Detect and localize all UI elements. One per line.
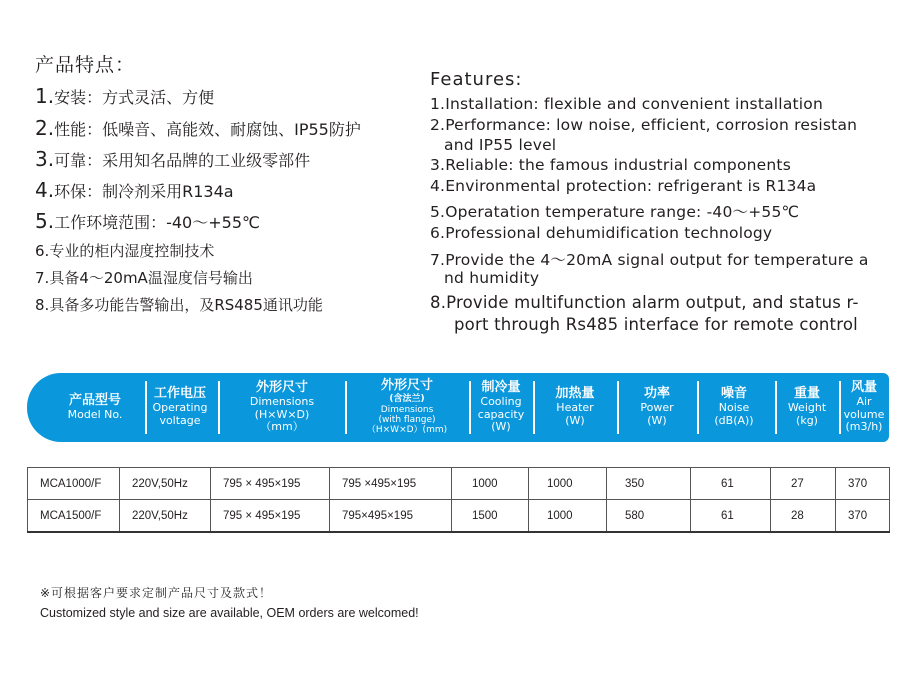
cell-voltage: 220V,50Hz	[120, 500, 211, 533]
cell-dimensions-flange: 795×495×195	[330, 500, 452, 533]
cell-power: 580	[607, 500, 691, 533]
header-cooling: 制冷量 Cooling capacity (W)	[477, 380, 525, 434]
feature-cn-8: 8.具备多功能告警输出，及RS485通讯功能	[35, 296, 323, 314]
feature-en-7-cont: nd humidity	[444, 269, 540, 287]
header-model: 产品型号 Model No.	[67, 392, 123, 421]
feature-cn-2: 2.性能：低噪音、高能效、耐腐蚀、IP55防护	[35, 116, 361, 140]
feature-en-8: 8.Provide multifunction alarm output, and status r-	[430, 293, 859, 312]
feature-en-8-cont: port through Rs485 interface for remote control	[454, 315, 858, 334]
cell-weight: 27	[771, 468, 836, 500]
spec-table	[27, 467, 890, 533]
cell-weight: 28	[771, 500, 836, 533]
cell-heater: 1000	[529, 468, 607, 500]
table-header-band	[27, 373, 889, 442]
cell-cooling: 1000	[452, 468, 529, 500]
feature-en-2-cont: and IP55 level	[444, 136, 557, 154]
feature-cn-7: 7.具备4～20mA温湿度信号输出	[35, 269, 253, 287]
feature-en-1: 1.Installation: flexible and convenient installation	[430, 95, 824, 113]
customization-note-cn: ※可根据客户要求定制产品尺寸及款式！	[40, 586, 273, 600]
feature-cn-1: 1.安装：方式灵活、方便	[35, 84, 215, 108]
cell-noise: 61	[691, 468, 771, 500]
table-row	[28, 468, 890, 500]
cell-model: MCA1000/F	[28, 468, 120, 500]
feature-cn-6: 6.专业的柜内湿度控制技术	[35, 242, 215, 260]
header-voltage: 工作电压 Operating voltage	[152, 386, 208, 427]
feature-en-4: 4.Environmental protection: refrigerant is R134a	[430, 177, 817, 195]
cell-air-volume: 370	[836, 500, 890, 533]
feature-cn-5: 5.工作环境范围：-40～+55℃	[35, 209, 260, 233]
header-dimensions-flange: 外形尺寸 (含法兰) Dimensions (with flange) （H×W×D）(mm)	[366, 378, 448, 436]
cell-heater: 1000	[529, 500, 607, 533]
header-weight: 重量 Weight (kg)	[787, 386, 827, 427]
feature-en-2: 2.Performance: low noise, efficient, corrosion resistan	[430, 116, 858, 134]
cell-dimensions: 795 × 495×195	[211, 500, 330, 533]
header-power: 功率 Power (W)	[640, 386, 674, 427]
header-dimensions: 外形尺寸 Dimensions (H×W×D) （mm）	[249, 380, 315, 434]
features-title-cn: 产品特点：	[35, 54, 136, 76]
table-row	[28, 500, 890, 533]
cell-noise: 61	[691, 500, 771, 533]
cell-dimensions-flange: 795 ×495×195	[330, 468, 452, 500]
cell-cooling: 1500	[452, 500, 529, 533]
cell-power: 350	[607, 468, 691, 500]
cell-model: MCA1500/F	[28, 500, 120, 533]
header-air-volume: 风量 Air volume (m3/h)	[843, 380, 885, 434]
features-title-en: Features:	[430, 69, 523, 90]
cell-air-volume: 370	[836, 468, 890, 500]
feature-en-7: 7.Provide the 4～20mA signal output for temperature a	[430, 251, 869, 269]
customization-note-en: Customized style and size are available, OEM orders are welcomed!	[40, 606, 419, 620]
feature-en-5: 5.Operatation temperature range: -40～+55℃	[430, 203, 800, 221]
feature-en-3: 3.Reliable: the famous industrial components	[430, 156, 791, 174]
header-noise: 噪音 Noise (dB(A))	[714, 386, 754, 427]
feature-cn-3: 3.可靠：采用知名品牌的工业级零部件	[35, 147, 311, 171]
cell-dimensions: 795 × 495×195	[211, 468, 330, 500]
header-heater: 加热量 Heater (W)	[555, 386, 595, 427]
cell-voltage: 220V,50Hz	[120, 468, 211, 500]
feature-cn-4: 4.环保：制冷剂采用R134a	[35, 178, 234, 202]
feature-en-6: 6.Professional dehumidification technology	[430, 224, 773, 242]
